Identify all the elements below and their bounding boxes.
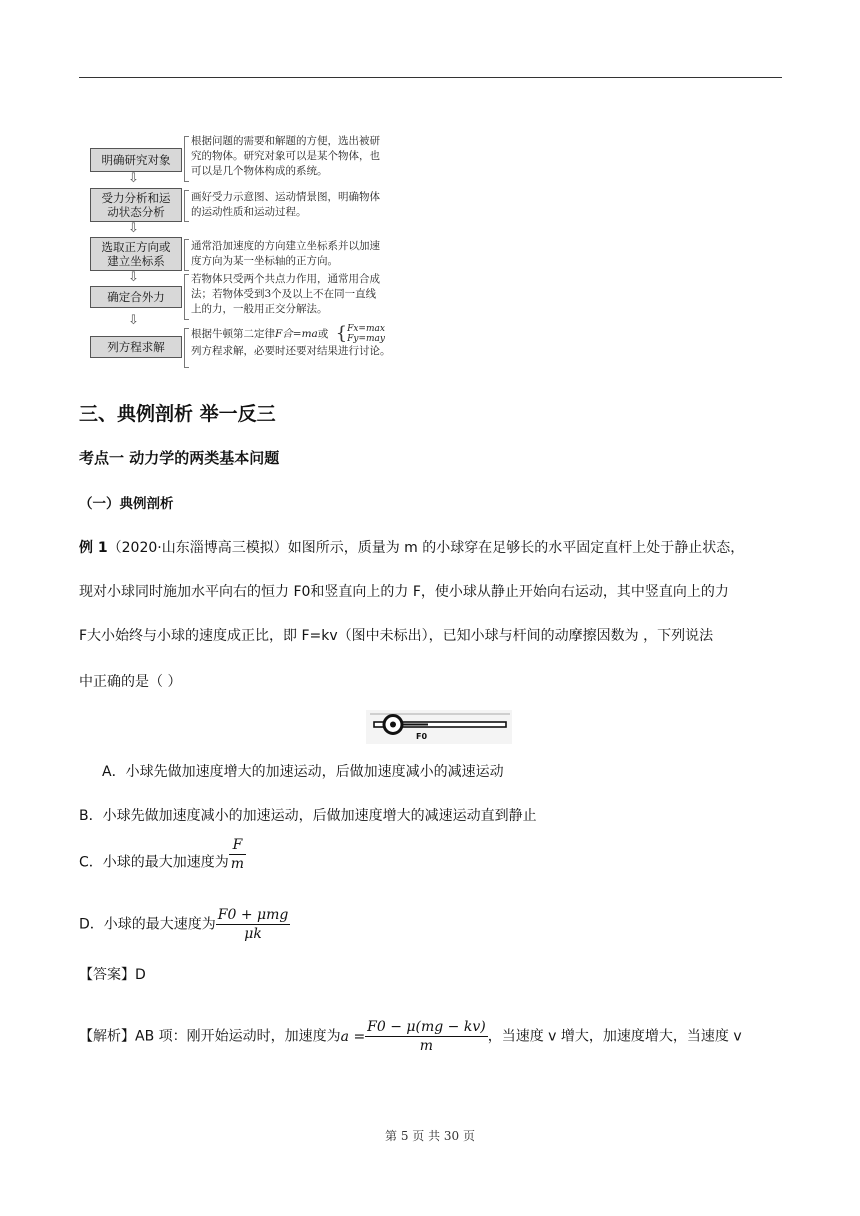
flow-arrow-down-icon: ⇩ [128, 313, 139, 328]
formula-lhs: a = [340, 1028, 366, 1045]
option-a: A．小球先做加速度增大的加速运动，后做加速度减小的减速运动 [102, 764, 504, 780]
option-c: C．小球的最大加速度为 $\frac{F}{m}$ [79, 837, 245, 872]
example-line-3: F大小始终与小球的速度成正比，即 F=kv（图中未标出），已知小球与杆间的动摩擦因数为 ，下列说法 [79, 628, 714, 644]
newton-formula: F合=ma [275, 328, 318, 340]
flow-box-net-force: 确定合外力 [90, 286, 182, 308]
flow-brace [184, 328, 189, 368]
flow-box-coordinate: 选取正方向或 建立坐标系 [90, 237, 182, 271]
force-label: F0 [416, 732, 428, 741]
flow-desc-2: 画好受力示意图、运动情景图，明确物体 的运动性质和运动过程。 [191, 191, 380, 218]
flow-brace [184, 136, 189, 182]
flow-box-force-analysis: 受力分析和运 动状态分析 [90, 188, 182, 222]
example-line-1: 例 1（2020·山东淄博高三模拟）如图所示，质量为 m 的小球穿在足够长的水平固定直杆上处于静止状态， [79, 540, 745, 556]
answer: 【答案】D [79, 967, 146, 983]
flow-brace [184, 190, 189, 222]
flow-desc-3: 通常沿加速度的方向建立坐标系并以加速 度方向为某一坐标轴的正方向。 [191, 240, 380, 267]
flow-box-research-object: 明确研究对象 [90, 148, 182, 172]
example-label: 例 1 [79, 540, 108, 556]
example-line-2: 现对小球同时施加水平向右的恒力 F0和竖直向上的力 F，使小球从静止开始向右运动，其中竖直向上的力 [79, 584, 729, 600]
flow-brace [184, 239, 189, 271]
topic-title: 考点一 动力学的两类基本问题 [79, 449, 280, 467]
page-footer: 第 5 页 共 30 页 [385, 1129, 475, 1143]
section-title: 三、典例剖析 举一反三 [79, 403, 276, 425]
flow-desc-1: 根据问题的需要和解题的方便，选出被研 究的物体。研究对象可以是某个物体，也 可以是几个物体构成的系统。 [191, 135, 380, 177]
fraction-acceleration: $\frac{F0 - \mu(mg - kv)}{m}$ [367, 1019, 486, 1054]
flow-desc-4: 若物体只受两个共点力作用，通常用合成 法；若物体受到3个及以上不在同一直线 上的力，一般用正交分解法。 [191, 273, 380, 315]
fraction-f-over-m: $\frac{F}{m}$ [230, 837, 245, 872]
option-d: D．小球的最大速度为 $\frac{\text{F0 + μmg}}{\mu k}$ [79, 907, 289, 942]
flow-arrow-down-icon: ⇩ [128, 270, 139, 285]
left-brace-icon: { [335, 323, 348, 344]
analysis-line: 【解析】AB 项：刚开始运动时，加速度为a = $\frac{F0 - \mu(mg - kv)}{m}$ ，当速度 v 增大，加速度增大，当速度 v [79, 1019, 742, 1054]
ball-on-rod-figure [366, 710, 512, 744]
flow-desc-5: 根据牛顿第二定律F合=ma或 { Fx=max Fy=may 列方程求解，必要时还要对结果进行讨论。 [191, 323, 391, 357]
header-rule [79, 77, 782, 78]
fraction-max-velocity: $\frac{\text{F0 + μmg}}{\mu k}$ [217, 907, 289, 942]
flow-box-solve: 列方程求解 [90, 336, 182, 358]
flow-arrow-down-icon: ⇩ [128, 171, 139, 186]
solution-flowchart [90, 134, 425, 370]
flow-brace [184, 274, 189, 320]
option-b: B．小球先做加速度减小的加速运动，后做加速度增大的减速运动直到静止 [79, 808, 537, 824]
equation-system: { Fx=max Fy=may [335, 323, 385, 344]
sub-title: （一）典例剖析 [79, 496, 174, 512]
flow-arrow-down-icon: ⇩ [128, 221, 139, 236]
example-line-4: 中正确的是（ ） [79, 674, 182, 690]
